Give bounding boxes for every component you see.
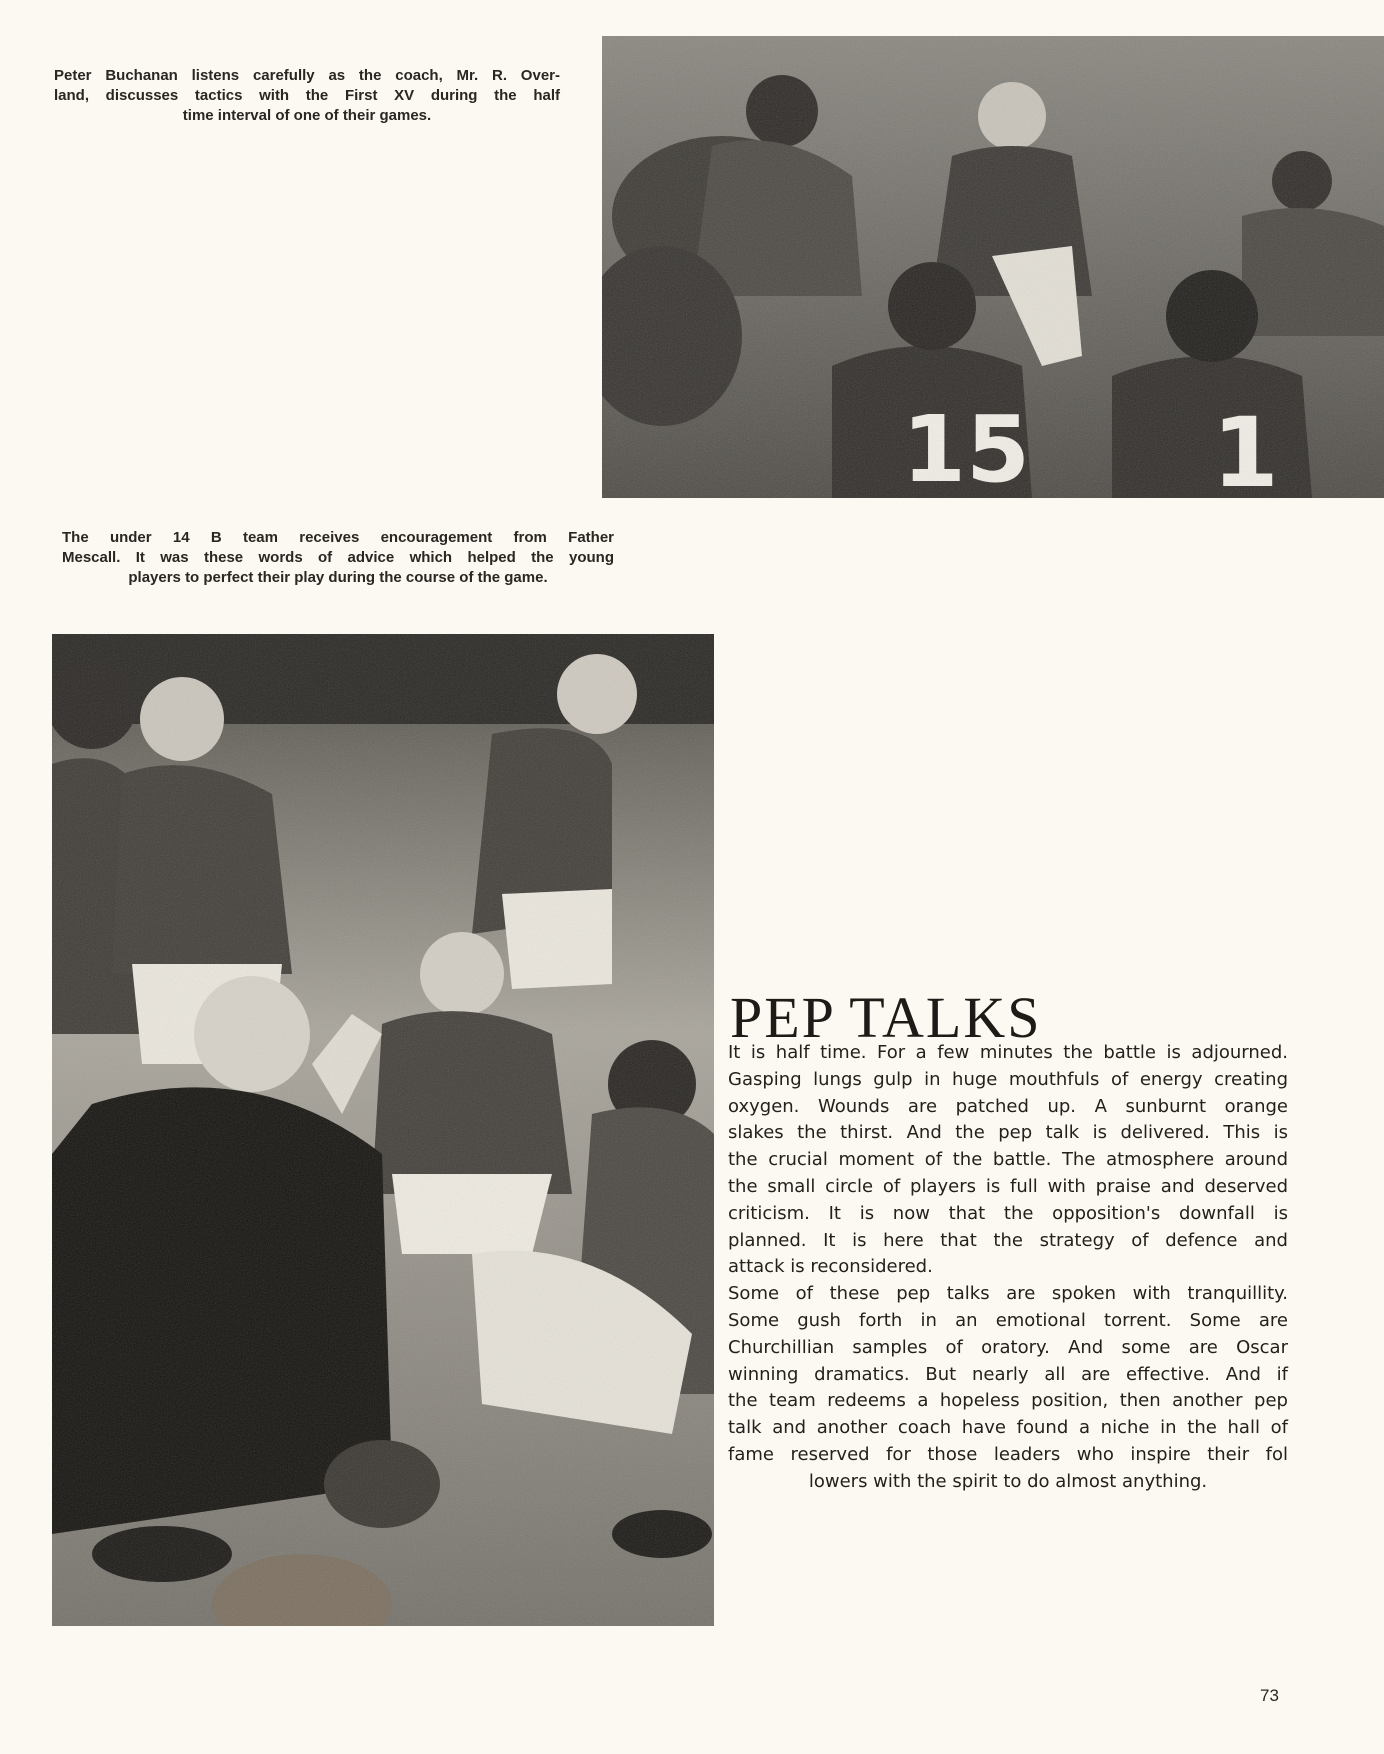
article-line: Gasping lungs gulp in huge mouthfuls of energy creating xyxy=(728,1068,1288,1090)
article-line: lowers with the spirit to do almost anything. xyxy=(808,1470,1208,1492)
caption-line: players to perfect their play during the course of the game. xyxy=(128,569,548,586)
article-line: criticism. It is now that the opposition's downfall is xyxy=(728,1202,1288,1224)
article-line: the team redeems a hopeless position, then another pep xyxy=(728,1390,1288,1412)
caption-line: Mescall. It was these words of advice which helped the young xyxy=(62,549,614,566)
article-line: planned. It is here that the strategy of defence and xyxy=(728,1229,1288,1251)
photo-first-xv-halftime xyxy=(602,36,1384,498)
photo-top-image xyxy=(602,36,1384,498)
caption-under-14-photo xyxy=(62,528,614,588)
article-title: PEP TALKS xyxy=(730,984,1042,1050)
caption-line: land, discusses tactics with the First XV during the half xyxy=(54,87,560,104)
photo-under-14-team xyxy=(52,634,714,1626)
article-line: the small circle of players is full with praise and deserved xyxy=(728,1175,1288,1197)
article-line: fame reserved for those leaders who inspire their fol xyxy=(728,1443,1288,1465)
article-line: attack is reconsidered. xyxy=(728,1256,933,1278)
article-line: talk and another coach have found a niche in the hall of xyxy=(728,1417,1288,1439)
caption-line: Peter Buchanan listens carefully as the coach, Mr. R. Over- xyxy=(54,67,560,84)
article-line: winning dramatics. But nearly all are effective. And if xyxy=(728,1363,1288,1385)
page-number: 73 xyxy=(1260,1686,1279,1705)
article-body xyxy=(728,1040,1288,1496)
caption-top-photo xyxy=(54,66,560,126)
article-line: Churchillian samples of oratory. And some are Oscar xyxy=(728,1336,1288,1358)
caption-line: time interval of one of their games. xyxy=(182,107,432,124)
article-line: the crucial moment of the battle. The atmosphere around xyxy=(728,1149,1288,1171)
article-line: Some gush forth in an emotional torrent. Some are xyxy=(728,1309,1288,1331)
caption-line: The under 14 B team receives encouragement from Father xyxy=(62,529,614,546)
article-line: Some of these pep talks are spoken with tranquillity. xyxy=(728,1283,1288,1305)
article-line: oxygen. Wounds are patched up. A sunburnt orange xyxy=(728,1095,1288,1117)
article-line: slakes the thirst. And the pep talk is delivered. This is xyxy=(728,1122,1288,1144)
photo-main-image xyxy=(52,634,714,1626)
article-line: It is half time. For a few minutes the battle is adjourned. xyxy=(728,1042,1288,1063)
